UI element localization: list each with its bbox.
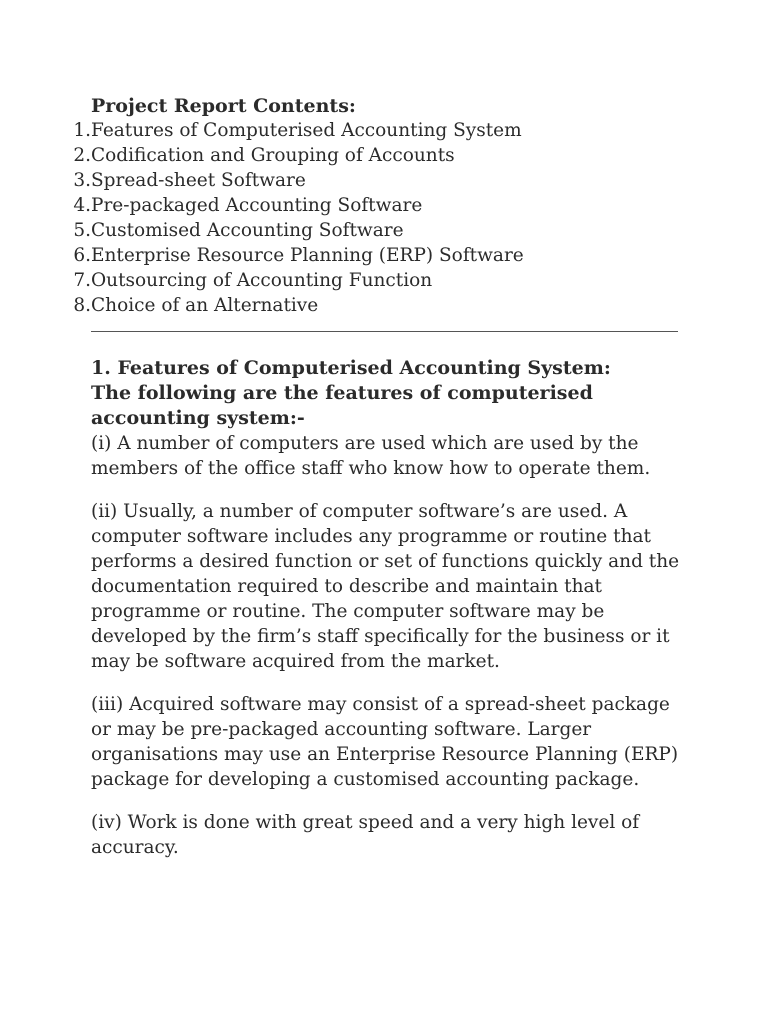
list-item-label: Outsourcing of Accounting Function [91,270,433,291]
section-intro: The following are the features of computerised accounting system:- [91,382,593,429]
contents-title: Project Report Contents: [91,95,356,117]
contents-list [60,118,524,318]
list-item [60,143,524,168]
list-item-number: 6. [73,245,91,266]
list-item-label: Codification and Grouping of Accounts [91,145,455,166]
list-item-label: Enterprise Resource Planning (ERP) Software [91,245,524,266]
list-item-number: 3. [73,170,91,191]
section-heading: 1. Features of Computerised Accounting System: [91,357,611,379]
list-item-number: 5. [73,220,91,241]
list-item [60,293,524,318]
list-item-number: 2. [73,145,91,166]
list-item [60,218,524,243]
paragraph-iii: (iii) Acquired software may consist of a spread-sheet package or may be pre-packaged accounting software. Larger organisations may use an Enterprise Resource Planning (ERP) package for developing a customised accounting package. [91,694,679,790]
horizontal-divider [91,331,678,332]
features-section [91,356,691,878]
list-item-number: 8. [73,295,91,316]
paragraph-ii: (ii) Usually, a number of computer software’s are used. A computer software includes any programme or routine that performs a desired function or set of functions quickly and the documentation required to describe and maintain that programme or routine. The computer software may be developed by the firm’s staff specifically for the business or it may be software acquired from the market. [91,501,680,672]
list-item-label: Choice of an Alternative [91,295,319,316]
list-item-number: 1. [73,120,91,141]
list-item-number: 4. [73,195,91,216]
list-item [60,168,524,193]
list-item-label: Features of Computerised Accounting System [91,120,522,141]
paragraph-i: (i) A number of computers are used which are used by the members of the office staff who know how to operate them. [91,433,651,479]
list-item-number: 7. [73,270,91,291]
list-item [60,268,524,293]
list-item-label: Customised Accounting Software [91,220,404,241]
list-item-label: Pre-packaged Accounting Software [91,195,423,216]
list-item-label: Spread-sheet Software [91,170,306,191]
paragraph-iv: (iv) Work is done with great speed and a very high level of accuracy. [91,812,640,858]
list-item [60,193,524,218]
list-item [60,243,524,268]
list-item [60,118,524,143]
